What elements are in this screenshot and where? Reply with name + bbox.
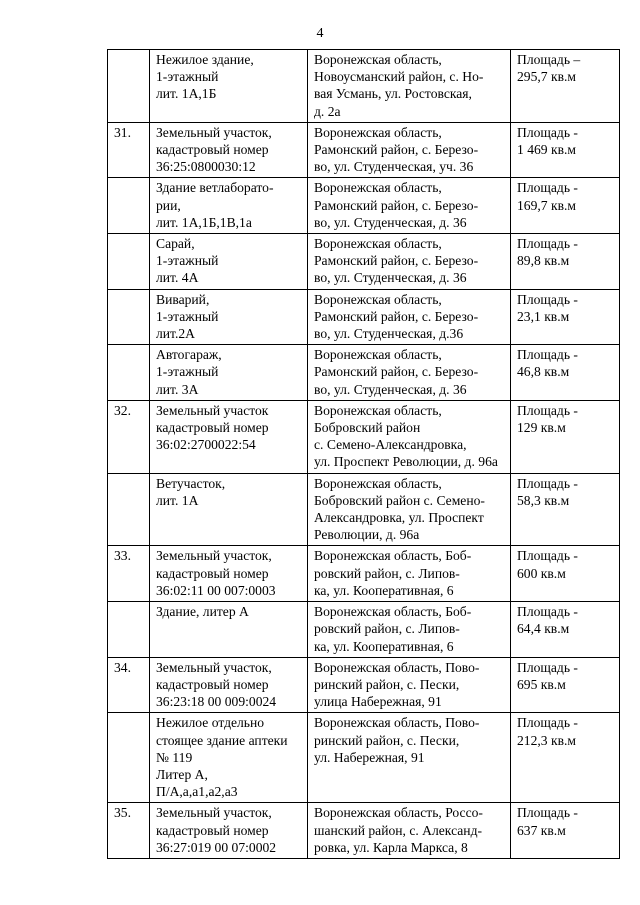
object-name: Виварий, 1-этажный лит.2А (150, 289, 308, 345)
object-location: Воронежская область, Новоусманский район, с. Но- вая Усмань, ул. Ростовская, д. 2а (308, 50, 511, 123)
row-number: 31. (108, 122, 150, 178)
row-number: 33. (108, 546, 150, 602)
table-row (108, 234, 620, 290)
object-area: Площадь - 1 469 кв.м (511, 122, 620, 178)
table-row (108, 803, 620, 859)
object-name: Земельный участок, кадастровый номер 36:27:019 00 07:0002 (150, 803, 308, 859)
object-location: Воронежская область, Бобровский район с. Семено- Александровка, ул. Проспект Революции, д. 96а (308, 473, 511, 546)
property-table (107, 49, 620, 859)
table-row (108, 657, 620, 713)
object-area: Площадь – 295,7 кв.м (511, 50, 620, 123)
row-number (108, 713, 150, 803)
object-location: Воронежская область, Рамонский район, с. Березо- во, ул. Студенческая, д. 36 (308, 178, 511, 234)
object-area: Площадь - 89,8 кв.м (511, 234, 620, 290)
object-name: Здание, литер А (150, 602, 308, 658)
object-area: Площадь - 212,3 кв.м (511, 713, 620, 803)
table-row (108, 602, 620, 658)
object-area: Площадь - 169,7 кв.м (511, 178, 620, 234)
object-location: Воронежская область, Рамонский район, с. Березо- во, ул. Студенческая, д.36 (308, 289, 511, 345)
object-location: Воронежская область, Пово- ринский район, с. Пески, улица Набережная, 91 (308, 657, 511, 713)
object-area: Площадь - 637 кв.м (511, 803, 620, 859)
object-name: Нежилое отдельно стоящее здание аптеки № 119 Литер А, П/А,а,а1,а2,а3 (150, 713, 308, 803)
table-row (108, 289, 620, 345)
row-number: 35. (108, 803, 150, 859)
object-area: Площадь - 695 кв.м (511, 657, 620, 713)
object-area: Площадь - 64,4 кв.м (511, 602, 620, 658)
object-name: Земельный участок, кадастровый номер 36:23:18 00 009:0024 (150, 657, 308, 713)
table-row (108, 50, 620, 123)
object-location: Воронежская область, Россо- шанский район, с. Александ- ровка, ул. Карла Маркса, 8 (308, 803, 511, 859)
row-number: 34. (108, 657, 150, 713)
page-number: 4 (316, 26, 324, 41)
object-location: Воронежская область, Боб- ровский район, с. Липов- ка, ул. Кооперативная, 6 (308, 546, 511, 602)
row-number (108, 178, 150, 234)
object-name: Ветучасток, лит. 1А (150, 473, 308, 546)
object-area: Площадь - 600 кв.м (511, 546, 620, 602)
object-area: Площадь - 46,8 кв.м (511, 345, 620, 401)
table-row (108, 473, 620, 546)
object-name: Сарай, 1-этажный лит. 4А (150, 234, 308, 290)
row-number (108, 50, 150, 123)
object-name: Земельный участок, кадастровый номер 36:02:11 00 007:0003 (150, 546, 308, 602)
object-location: Воронежская область, Рамонский район, с. Березо- во, ул. Студенческая, д. 36 (308, 234, 511, 290)
row-number (108, 234, 150, 290)
object-name: Здание ветлаборато- рии, лит. 1А,1Б,1В,1а (150, 178, 308, 234)
object-name: Автогараж, 1-этажный лит. 3А (150, 345, 308, 401)
table-row (108, 178, 620, 234)
object-location: Воронежская область, Бобровский район с. Семено-Александровка, ул. Проспект Революции, д. 96а (308, 400, 511, 473)
row-number: 32. (108, 400, 150, 473)
row-number (108, 473, 150, 546)
row-number (108, 602, 150, 658)
object-location: Воронежская область, Боб- ровский район, с. Липов- ка, ул. Кооперативная, 6 (308, 602, 511, 658)
table-row (108, 122, 620, 178)
object-area: Площадь - 129 кв.м (511, 400, 620, 473)
object-area: Площадь - 58,3 кв.м (511, 473, 620, 546)
table-row (108, 546, 620, 602)
table-row (108, 400, 620, 473)
object-location: Воронежская область, Пово- ринский район, с. Пески, ул. Набережная, 91 (308, 713, 511, 803)
object-location: Воронежская область, Рамонский район, с. Березо- во, ул. Студенческая, уч. 36 (308, 122, 511, 178)
row-number (108, 345, 150, 401)
object-area: Площадь - 23,1 кв.м (511, 289, 620, 345)
object-name: Земельный участок кадастровый номер 36:02:2700022:54 (150, 400, 308, 473)
object-location: Воронежская область, Рамонский район, с. Березо- во, ул. Студенческая, д. 36 (308, 345, 511, 401)
object-name: Нежилое здание, 1-этажный лит. 1А,1Б (150, 50, 308, 123)
row-number (108, 289, 150, 345)
table-row (108, 345, 620, 401)
table-row (108, 713, 620, 803)
object-name: Земельный участок, кадастровый номер 36:25:0800030:12 (150, 122, 308, 178)
